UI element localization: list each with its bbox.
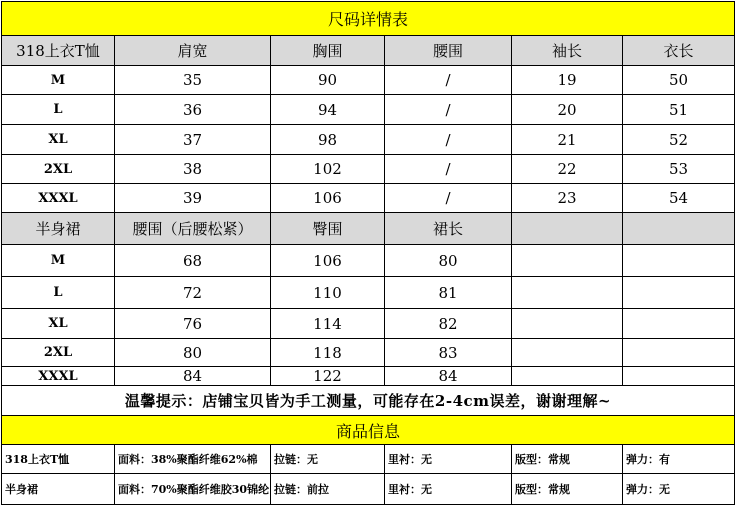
- header-cell: 腰围: [385, 36, 512, 66]
- value-cell: 106: [271, 245, 385, 277]
- header-cell-garment: 318上衣T恤: [2, 36, 115, 66]
- info-garment: 半身裙: [2, 474, 115, 505]
- info-stretch: 弹力：无: [623, 474, 735, 505]
- value-cell: [623, 367, 735, 386]
- header-cell: 裙长: [385, 213, 512, 245]
- value-cell: [623, 309, 735, 339]
- value-cell: 19: [512, 66, 623, 95]
- size-cell: XL: [2, 125, 115, 155]
- value-cell: 82: [385, 309, 512, 339]
- header-cell: 衣长: [623, 36, 735, 66]
- value-cell: 52: [623, 125, 735, 155]
- value-cell: 51: [623, 95, 735, 125]
- table-row: [2, 155, 735, 184]
- value-cell: 39: [115, 184, 271, 213]
- info-lining: 里衬：无: [385, 474, 512, 505]
- value-cell: 21: [512, 125, 623, 155]
- value-cell: 80: [115, 339, 271, 367]
- value-cell: 68: [115, 245, 271, 277]
- table-row: [2, 245, 735, 277]
- value-cell: 84: [385, 367, 512, 386]
- product-info-title: 商品信息: [2, 416, 735, 445]
- header-cell: 腰围（后腰松紧）: [115, 213, 271, 245]
- header-cell: 肩宽: [115, 36, 271, 66]
- value-cell: 114: [271, 309, 385, 339]
- value-cell: 23: [512, 184, 623, 213]
- size-cell: L: [2, 277, 115, 309]
- info-fit: 版型：常规: [512, 474, 623, 505]
- size-cell: 2XL: [2, 339, 115, 367]
- value-cell: /: [385, 125, 512, 155]
- value-cell: 98: [271, 125, 385, 155]
- header-cell: 臀围: [271, 213, 385, 245]
- value-cell: /: [385, 184, 512, 213]
- info-zipper: 拉链：前拉: [271, 474, 385, 505]
- table-row: [2, 339, 735, 367]
- value-cell: /: [385, 155, 512, 184]
- value-cell: [623, 245, 735, 277]
- value-cell: [623, 277, 735, 309]
- value-cell: 35: [115, 66, 271, 95]
- measurement-tip: 温馨提示：店铺宝贝皆为手工测量，可能存在2-4cm误差，谢谢理解~: [2, 386, 735, 416]
- header-cell: 胸围: [271, 36, 385, 66]
- value-cell: 76: [115, 309, 271, 339]
- info-row: [2, 474, 735, 505]
- value-cell: 94: [271, 95, 385, 125]
- value-cell: 80: [385, 245, 512, 277]
- table-row: [2, 125, 735, 155]
- header-cell: 袖长: [512, 36, 623, 66]
- size-chart-table: [1, 1, 735, 505]
- size-cell: XL: [2, 309, 115, 339]
- size-chart-sheet: [1, 1, 734, 508]
- size-cell: XXXL: [2, 184, 115, 213]
- size-cell: M: [2, 245, 115, 277]
- value-cell: 36: [115, 95, 271, 125]
- value-cell: 50: [623, 66, 735, 95]
- table-row: [2, 309, 735, 339]
- value-cell: 53: [623, 155, 735, 184]
- value-cell: 22: [512, 155, 623, 184]
- value-cell: 122: [271, 367, 385, 386]
- table-row: [2, 95, 735, 125]
- value-cell: 20: [512, 95, 623, 125]
- value-cell: 106: [271, 184, 385, 213]
- header-cell: [623, 213, 735, 245]
- value-cell: 90: [271, 66, 385, 95]
- value-cell: [512, 309, 623, 339]
- table-row: [2, 66, 735, 95]
- value-cell: 72: [115, 277, 271, 309]
- info-stretch: 弹力：有: [623, 445, 735, 474]
- value-cell: 84: [115, 367, 271, 386]
- size-cell: XXXL: [2, 367, 115, 386]
- value-cell: 110: [271, 277, 385, 309]
- value-cell: 54: [623, 184, 735, 213]
- info-lining: 里衬：无: [385, 445, 512, 474]
- value-cell: /: [385, 95, 512, 125]
- value-cell: 102: [271, 155, 385, 184]
- value-cell: [512, 277, 623, 309]
- size-cell: 2XL: [2, 155, 115, 184]
- info-zipper: 拉链：无: [271, 445, 385, 474]
- value-cell: 37: [115, 125, 271, 155]
- value-cell: 83: [385, 339, 512, 367]
- table-row: [2, 184, 735, 213]
- value-cell: 118: [271, 339, 385, 367]
- info-row: [2, 445, 735, 474]
- size-chart-title: 尺码详情表: [2, 2, 735, 36]
- value-cell: [623, 339, 735, 367]
- info-fit: 版型：常规: [512, 445, 623, 474]
- table-row: [2, 277, 735, 309]
- value-cell: [512, 245, 623, 277]
- header-cell: [512, 213, 623, 245]
- value-cell: [512, 367, 623, 386]
- size-cell: M: [2, 66, 115, 95]
- value-cell: [512, 339, 623, 367]
- value-cell: /: [385, 66, 512, 95]
- header-cell-garment: 半身裙: [2, 213, 115, 245]
- info-fabric: 面料：70%聚酯纤维胶30锦纶: [115, 474, 271, 505]
- info-garment: 318上衣T恤: [2, 445, 115, 474]
- skirt-header-row: [2, 213, 735, 245]
- size-cell: L: [2, 95, 115, 125]
- info-fabric: 面料：38%聚酯纤维62%棉: [115, 445, 271, 474]
- table-row: [2, 367, 735, 386]
- top-header-row: [2, 36, 735, 66]
- value-cell: 81: [385, 277, 512, 309]
- value-cell: 38: [115, 155, 271, 184]
